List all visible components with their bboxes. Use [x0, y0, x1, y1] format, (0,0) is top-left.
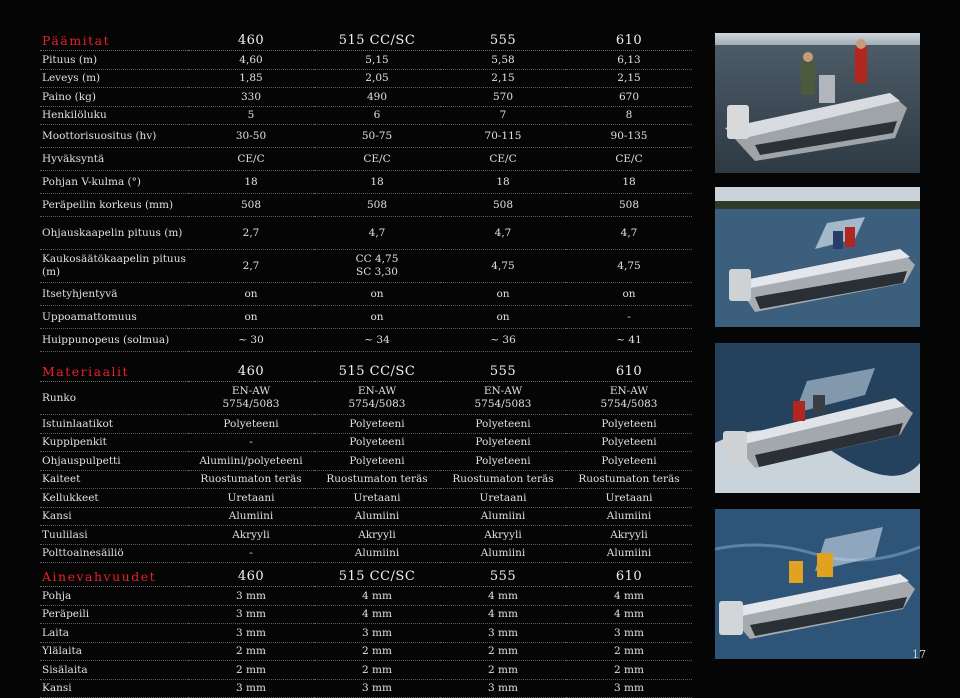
row-value: 490 [314, 88, 440, 107]
model-555-header: 555 [440, 31, 566, 51]
row-value: 3 mm [566, 624, 692, 643]
row-value: - [566, 306, 692, 329]
spec-row [40, 507, 692, 526]
row-value: Ruostumaton teräs [566, 470, 692, 489]
photo-boat-fishing [715, 33, 920, 173]
row-value: 50-75 [314, 125, 440, 148]
row-value: Akryyli [314, 526, 440, 545]
spec-row [40, 433, 692, 452]
row-value: Polyeteeni [314, 452, 440, 471]
row-value: 18 [188, 171, 314, 194]
row-value: 3 mm [188, 624, 314, 643]
row-value: 508 [440, 194, 566, 217]
row-value: Polyeteeni [314, 433, 440, 452]
row-label: Ohjauspulpetti [40, 452, 188, 471]
thickness-header [40, 567, 692, 587]
row-value: Uretaani [188, 489, 314, 508]
page-number: 17 [912, 648, 926, 661]
row-value: 3 mm [440, 624, 566, 643]
row-value: 7 [440, 106, 566, 125]
row-value: 30-50 [188, 125, 314, 148]
spec-row [40, 679, 692, 698]
model-515-header: 515 CC/SC [314, 31, 440, 51]
row-value: 4,7 [314, 217, 440, 250]
row-label: Polttoainesäiliö [40, 544, 188, 563]
row-label: Istuinlaatikot [40, 415, 188, 434]
row-label: Paino (kg) [40, 88, 188, 107]
row-value: Alumiini [440, 507, 566, 526]
row-value: 18 [566, 171, 692, 194]
row-value: 4,7 [566, 217, 692, 250]
row-value: 4 mm [566, 605, 692, 624]
row-value: CC 4,75 SC 3,30 [314, 250, 440, 283]
spec-row [40, 526, 692, 545]
row-value: 2 mm [314, 661, 440, 680]
row-value: 2,15 [566, 69, 692, 88]
spec-row [40, 544, 692, 563]
row-value: 2,05 [314, 69, 440, 88]
row-label: Pohjan V-kulma (°) [40, 171, 188, 194]
row-label: Uppoamattomuus [40, 306, 188, 329]
row-value: 2,15 [440, 69, 566, 88]
model-555-header: 555 [440, 567, 566, 587]
row-value: 2 mm [314, 642, 440, 661]
row-value: on [314, 283, 440, 306]
row-value: ~ 30 [188, 329, 314, 352]
row-value: EN-AW 5754/5083 [314, 382, 440, 415]
row-value: 3 mm [566, 679, 692, 698]
row-value: 4,75 [566, 250, 692, 283]
row-value: CE/C [188, 148, 314, 171]
row-value: 2 mm [566, 642, 692, 661]
row-value: 4,75 [440, 250, 566, 283]
photo-boat-speeding [715, 343, 920, 493]
spec-row [40, 306, 692, 329]
row-label: Itsetyhjentyvä [40, 283, 188, 306]
row-value: Polyeteeni [314, 415, 440, 434]
spec-row [40, 106, 692, 125]
row-value: Alumiini [440, 544, 566, 563]
row-value: - [188, 433, 314, 452]
row-value: Alumiini [566, 544, 692, 563]
row-label: Henkilöluku [40, 106, 188, 125]
spec-row [40, 171, 692, 194]
row-value: 5,58 [440, 51, 566, 70]
row-value: 5 [188, 106, 314, 125]
row-value: 670 [566, 88, 692, 107]
row-value: 330 [188, 88, 314, 107]
model-610-header: 610 [566, 362, 692, 382]
row-value: 2,7 [188, 250, 314, 283]
row-value: ~ 36 [440, 329, 566, 352]
spec-row [40, 69, 692, 88]
row-label: Laita [40, 624, 188, 643]
row-value: Alumiini/polyeteeni [188, 452, 314, 471]
spec-row [40, 88, 692, 107]
row-label: Runko [40, 382, 188, 415]
spec-row [40, 217, 692, 250]
row-value: 4 mm [566, 587, 692, 606]
row-label: Moottorisuositus (hv) [40, 125, 188, 148]
row-value: 3 mm [314, 679, 440, 698]
row-value: 3 mm [188, 605, 314, 624]
row-value: EN-AW 5754/5083 [566, 382, 692, 415]
row-label: Kansi [40, 507, 188, 526]
row-label: Tuulilasi [40, 526, 188, 545]
row-value: CE/C [566, 148, 692, 171]
row-label: Kuppipenkit [40, 433, 188, 452]
model-460-header: 460 [188, 362, 314, 382]
model-610-header: 610 [566, 31, 692, 51]
row-value: 2 mm [566, 661, 692, 680]
row-value: 4,7 [440, 217, 566, 250]
row-label: Pohja [40, 587, 188, 606]
row-label: Hyväksyntä [40, 148, 188, 171]
spec-row [40, 642, 692, 661]
row-label: Ohjauskaapelin pituus (m) [40, 217, 188, 250]
row-label: Leveys (m) [40, 69, 188, 88]
row-value: 4 mm [440, 605, 566, 624]
row-value: 4,60 [188, 51, 314, 70]
main-specs-table [40, 31, 692, 352]
row-value: 18 [314, 171, 440, 194]
row-value: on [566, 283, 692, 306]
row-value: 4 mm [314, 587, 440, 606]
row-label: Kaiteet [40, 470, 188, 489]
spec-row [40, 661, 692, 680]
model-515-header: 515 CC/SC [314, 362, 440, 382]
row-value: EN-AW 5754/5083 [440, 382, 566, 415]
model-555-header: 555 [440, 362, 566, 382]
row-value: Uretaani [566, 489, 692, 508]
row-value: Alumiini [314, 544, 440, 563]
row-value: - [188, 544, 314, 563]
row-label: Ylälaita [40, 642, 188, 661]
row-label: Peräpeili [40, 605, 188, 624]
row-value: Polyeteeni [440, 452, 566, 471]
row-value: Akryyli [440, 526, 566, 545]
row-value: 2 mm [188, 642, 314, 661]
spec-row [40, 415, 692, 434]
row-value: 3 mm [188, 679, 314, 698]
row-value: 508 [188, 194, 314, 217]
row-value: 508 [566, 194, 692, 217]
row-value: Uretaani [314, 489, 440, 508]
spec-row [40, 283, 692, 306]
row-value: Ruostumaton teräs [188, 470, 314, 489]
row-value: Polyeteeni [566, 452, 692, 471]
thickness-title: Ainevahvuudet [40, 567, 188, 587]
materials-header [40, 362, 692, 382]
row-label: Kaukosäätökaapelin pituus (m) [40, 250, 188, 283]
row-value: Akryyli [188, 526, 314, 545]
spec-row [40, 605, 692, 624]
row-value: Ruostumaton teräs [314, 470, 440, 489]
row-value: 6,13 [566, 51, 692, 70]
row-value: 3 mm [188, 587, 314, 606]
row-value: CE/C [440, 148, 566, 171]
main-specs-title: Päämitat [40, 31, 188, 51]
spec-row [40, 148, 692, 171]
row-value: EN-AW 5754/5083 [188, 382, 314, 415]
row-value: ~ 34 [314, 329, 440, 352]
row-label: Pituus (m) [40, 51, 188, 70]
row-value: ~ 41 [566, 329, 692, 352]
row-label: Sisälaita [40, 661, 188, 680]
row-value: on [440, 306, 566, 329]
spec-row [40, 624, 692, 643]
row-value: Polyeteeni [440, 433, 566, 452]
row-value: on [440, 283, 566, 306]
row-value: 570 [440, 88, 566, 107]
row-value: Uretaani [440, 489, 566, 508]
spec-tables [40, 31, 692, 698]
row-value: Alumiini [188, 507, 314, 526]
row-value: 2 mm [440, 642, 566, 661]
row-value: 8 [566, 106, 692, 125]
row-value: 90-135 [566, 125, 692, 148]
row-value: 508 [314, 194, 440, 217]
row-value: on [188, 306, 314, 329]
materials-title: Materiaalit [40, 362, 188, 382]
row-value: Polyeteeni [188, 415, 314, 434]
row-value: 4 mm [440, 587, 566, 606]
spec-row [40, 125, 692, 148]
spec-row [40, 194, 692, 217]
row-value: 18 [440, 171, 566, 194]
row-label: Kansi [40, 679, 188, 698]
spec-row [40, 382, 692, 415]
row-value: 2 mm [440, 661, 566, 680]
thickness-table [40, 567, 692, 698]
row-value: on [314, 306, 440, 329]
row-value: 2 mm [188, 661, 314, 680]
row-value: CE/C [314, 148, 440, 171]
row-value: Ruostumaton teräs [440, 470, 566, 489]
materials-table [40, 362, 692, 563]
row-value: Alumiini [314, 507, 440, 526]
row-value: 1,85 [188, 69, 314, 88]
row-value: 3 mm [314, 624, 440, 643]
row-value: 5,15 [314, 51, 440, 70]
spec-row [40, 51, 692, 70]
row-label: Kellukkeet [40, 489, 188, 508]
row-value: 4 mm [314, 605, 440, 624]
row-label: Peräpeilin korkeus (mm) [40, 194, 188, 217]
model-515-header: 515 CC/SC [314, 567, 440, 587]
row-value: Polyeteeni [440, 415, 566, 434]
photo-boat-cruising [715, 187, 920, 327]
row-value: Alumiini [566, 507, 692, 526]
row-value: on [188, 283, 314, 306]
row-value: 2,7 [188, 217, 314, 250]
row-value: Polyeteeni [566, 415, 692, 434]
row-value: Akryyli [566, 526, 692, 545]
photo-boat-family [715, 509, 920, 659]
spec-row [40, 470, 692, 489]
model-460-header: 460 [188, 567, 314, 587]
spec-row [40, 329, 692, 352]
row-value: 6 [314, 106, 440, 125]
model-610-header: 610 [566, 567, 692, 587]
spec-row [40, 250, 692, 283]
row-value: Polyeteeni [566, 433, 692, 452]
spec-row [40, 489, 692, 508]
main-specs-header [40, 31, 692, 51]
row-label: Huippunopeus (solmua) [40, 329, 188, 352]
spec-row [40, 452, 692, 471]
row-value: 70-115 [440, 125, 566, 148]
row-value: 3 mm [440, 679, 566, 698]
spec-row [40, 587, 692, 606]
model-460-header: 460 [188, 31, 314, 51]
